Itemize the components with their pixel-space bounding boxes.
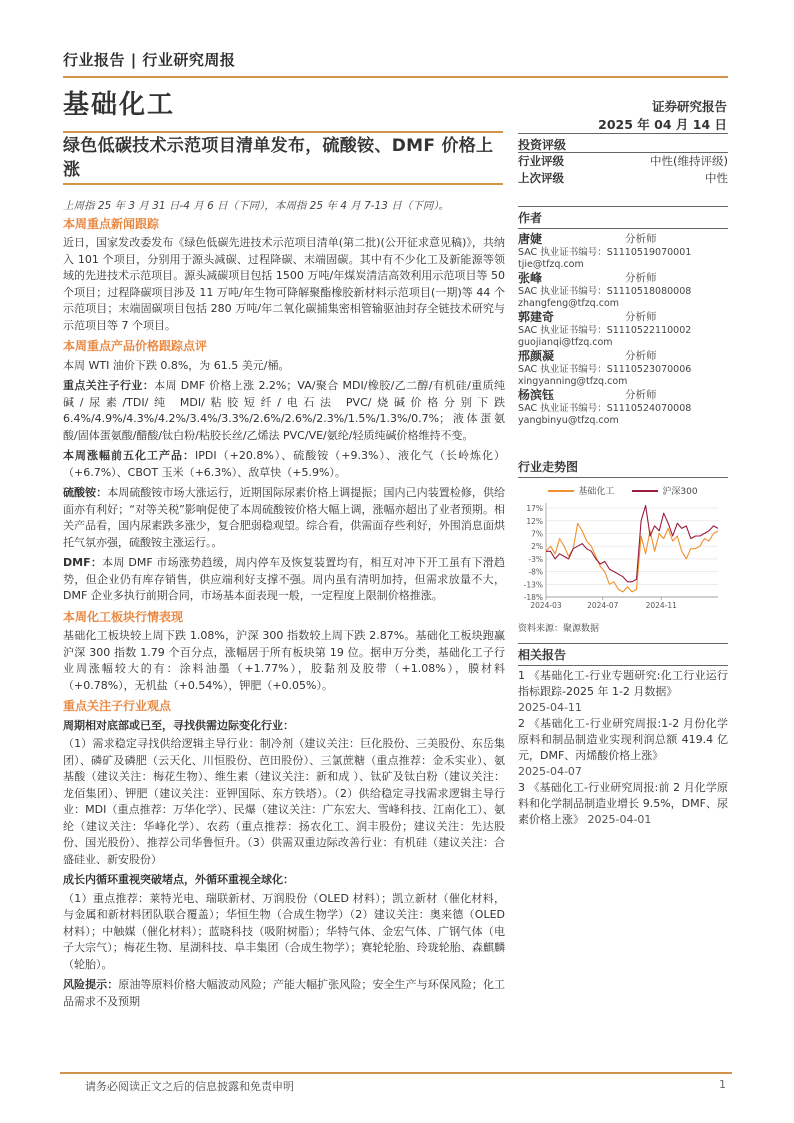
svg-text:-18%: -18% [523,593,543,602]
svg-text:2024-11: 2024-11 [645,601,677,610]
paragraph-text: 原油等原料价格大幅波动风险；产能大幅扩张风险；安全生产与环保风险；化工品需求不及预期 [63,978,506,1008]
related-report-title[interactable]: 2 《基础化工-行业研究周报:1-2 月份化学原料和制品制造业实现利润总额 419.4 亿元，DMF、丙烯酸价格上涨》 [518,717,728,762]
related-report-title[interactable]: 3 《基础化工-行业研究周报:前 2 月化学原料和化学制品制造业增长 9.5%，DMF、尿素价格上涨》 [518,781,728,826]
section-heading-prices: 本周重点产品价格跟踪点评 [63,339,208,353]
legend-swatch [548,490,574,492]
paragraph-text: 本周硫酸铵市场大涨运行，近期国际尿素价格上调提振；国内己内装置检修，供给面亦有利好；“对等关税”影响促使了本周硫酸铵价格大幅上调，涨幅亦超出了业者预期。相关产品看，国内尿素跌多涨少，复合肥弱稳观望。综合看，供需面存些利好，外围消息面烘托气氛亦强，硫酸铵主涨运行。。 [63,486,506,549]
related-report-item[interactable] [518,780,728,828]
title-divider-top [63,131,503,133]
report-type: 行业报告 | 行业研究周报 [63,51,236,69]
author-entry [518,271,728,310]
related-header: 相关报告 [518,643,728,666]
rating-label: 上次评级 [518,171,564,185]
rating-row-industry [518,153,728,170]
related-report-date: 2025-04-01 [587,813,652,826]
section-heading-market: 本周化工板块行情表现 [63,609,184,624]
paragraph-text: 本周 DMF 价格上涨 2.2%；VA/聚合 MDI/橡胶/乙二醇/有机硅/重质纯碱/尿素/TDI/纯 MDI/粘胶短纤/电石法 PVC/烧碱价格分别下跌 6.4%/4.9%/4.3%/4.2%/3.4%/3.3%/2.6%/2.6%/2.3%/1.5%/1.3%/0.7%；液体蛋氨酸/固体蛋氨酸/醋酸/钛白粉/粘胶长丝/乙烯法 PVC/VE/氨纶/轻质纯碱价格维持不变。 [63,379,505,442]
period-note: 上周指 25 年 3 月 31 日-4 月 6 日（下同），本周指 25 年 4 月 7-13 日（下同）。 [63,200,449,212]
rating-value: 中性(维持评级) [650,154,728,168]
page-number: 1 [719,1078,726,1091]
paragraph-lead: 本周涨幅前五化工产品： [63,449,196,462]
section-heading-views: 重点关注子行业观点 [63,699,172,713]
market-paragraph: 基础化工板块较上周下跌 1.08%，沪深 300 指数较上周下跌 2.87%。基础化工板块跑赢沪深 300 指数 1.79 个百分点，涨幅居于所有板块第 19 位。据申万分类，基础化工子行业周涨幅较大的有：涂料油墨（+1.77%），胶黏剂及胶带（+1.08%），膜材料（+0.78%），无机盐（+0.54%），钾肥（+0.05%）。 [63,629,505,692]
disclaimer-text: 请务必阅读正文之后的信息披露和免责申明 [85,1080,294,1093]
document-kind: 证券研究报告 [651,99,727,114]
svg-text:-8%: -8% [528,567,543,577]
author-entry [518,310,728,349]
risk-paragraph [63,977,505,1010]
author-email[interactable]: xingyanning@tfzq.com [518,376,628,387]
svg-text:-3%: -3% [528,554,543,564]
author-role: 分析师 [625,350,657,362]
related-report-date: 2025-04-07 [518,765,582,778]
author-sac: SAC 执业证书编号：S1110519070001 [518,247,692,258]
svg-text:2024-07: 2024-07 [587,601,619,610]
rating-value: 中性 [705,171,728,185]
dmf-paragraph [63,555,505,605]
trend-chart-header: 行业走势图 [518,458,728,478]
authors-header: 作者 [518,206,728,229]
rating-header: 投资评级 [518,133,728,152]
author-role: 分析师 [625,233,657,245]
report-title: 绿色低碳技术示范项目清单发布，硫酸铵、DMF 价格上涨 [63,136,494,180]
svg-text:12%: 12% [526,516,543,526]
rating-row-previous [518,170,728,187]
svg-text:7%: 7% [531,529,543,539]
paragraph-text: 本周 DMF 市场涨势趋缓，周内停车及恢复装置均有，相互对冲下开工虽有下滑趋势，但企业仍有库存销售，供应端利好支撑不强。周内虽有清明加持，但需求放量不大，DMF 企业多执行前期合同，市场基本面表现一般，一定程度上限制价格推涨。 [63,556,506,602]
paragraph-lead: 硫酸铵： [63,486,108,499]
author-name: 唐婕 [518,232,543,246]
chart-source: 资料来源：聚源数据 [518,624,600,634]
authors-panel [518,206,728,427]
subsection-title-growth: 成长内循环重视突破堵点，外循环重视全球化： [63,873,294,886]
author-email[interactable]: zhangfeng@tfzq.com [518,298,620,309]
legend-item [548,484,614,497]
rating-panel [518,133,728,187]
author-name: 邢颜凝 [518,349,555,363]
author-name: 郭建奇 [518,310,555,324]
related-reports-panel [518,643,728,828]
chart-legend [518,484,728,497]
author-email[interactable]: guojianqi@tfzq.com [518,337,613,348]
ammonium-sulfate-paragraph [63,485,505,551]
author-name: 杨滨钰 [518,388,555,402]
author-role: 分析师 [625,272,657,284]
author-sac: SAC 执业证书编号：S1110524070008 [518,403,692,414]
author-entry [518,232,728,271]
svg-text:2024-03: 2024-03 [530,601,562,610]
news-paragraph: 近日，国家发改委发布《绿色低碳先进技术示范项目清单(第二批)(公开征求意见稿)》，共纳入 101 个项目，分别用于源头减碳、过程降碳、末端固碳。其中有不少化工及新能源等领域的先进技术示范项目。源头减碳项目包括 1500 万吨/年煤炭清洁高效利用示范项目等 50 个项目；过程降碳项目涉及 11 万吨/年生物可降解聚酯橡胶新材料示范项目(一期)等 44 个示范项目；末端固碳项目包括 280 万吨/年二氧化碳捕集密相管输驱油封存全链技术研究与示范项目等 7 个项目。 [63,236,505,332]
trend-chart-panel [518,458,728,634]
footer-divider [60,1072,732,1074]
paragraph-text: IPDI（+20.8%）、硫酸铵（+9.3%）、液化气（长岭炼化）（+6.7%）、CBOT 玉米（+6.3%）、敌草快（+5.9%）。 [63,449,505,479]
report-date: 2025 年 04 月 14 日 [598,117,727,132]
related-report-item[interactable] [518,668,728,716]
growth-paragraph: （1）重点推荐：莱特光电、瑞联新材、万润股份（OLED 材料）；凯立新材（催化材料，与金属和新材料团队联合覆盖）；华恒生物（合成生物学）（2）建议关注：奥来德（OLED 材料）；中触媒（催化材料）；蓝晓科技（吸附树脂）；华特气体、金宏气体、广钢气体（电子大宗气）；梅花生物、星湖科技、阜丰集团（合成生物学）；赛轮轮胎、玲珑轮胎、森麒麟（轮胎）。 [63,891,505,971]
author-sac: SAC 执业证书编号：S1110523070006 [518,364,692,375]
paragraph-lead: 风险提示： [63,978,119,991]
legend-label: 基础化工 [578,487,615,497]
related-report-title[interactable]: 1 《基础化工-行业专题研究:化工行业运行指标跟踪-2025 年 1-2 月数据》 [518,669,728,698]
author-name: 张峰 [518,271,543,285]
title-divider-bottom [63,183,503,185]
paragraph-lead: 重点关注子行业： [63,379,155,392]
focus-subsector-paragraph [63,378,505,444]
subsection-title-cycle: 周期相对底部或已至，寻找供需边际变化行业： [63,718,294,732]
industry-title: 基础化工 [63,90,176,120]
top-divider [63,76,728,78]
author-role: 分析师 [625,389,657,401]
author-email[interactable]: tjie@tfzq.com [518,259,584,270]
author-entry [518,349,728,388]
legend-label: 沪深300 [662,487,698,497]
legend-item [632,484,697,497]
legend-swatch [632,490,658,492]
svg-text:-13%: -13% [523,580,543,590]
main-content [63,198,505,1014]
rating-label: 行业评级 [518,154,564,168]
cycle-paragraph: （1）需求稳定寻找供给逻辑主导行业：制冷剂（建议关注：巨化股份、三美股份、东岳集团）、磷矿及磷肥（云天化、川恒股份、芭田股份）、三氯蔗糖（重点推荐：金禾实业）、氨基酸（建议关注：梅花生物）、维生素（建议关注：新和成 ）、钛矿及钛白粉（建议关注：龙佰集团）、钾肥（建议关注：亚钾国际、东方铁塔）。（2）供给稳定寻找需求逻辑主导行业：MDI（重点推荐：万华化学）、民爆（建议关注：广东宏大、雪峰科技、江南化工）、氨纶（建议关注：华峰化学）、农药（重点推荐：扬农化工、润丰股份；建议关注：先达股份、国光股份）、推荐公司华鲁恒升。（3）供需双重边际改善行业：有机硅（建议关注：合盛硅业、新安股份） [63,737,505,866]
related-report-item[interactable] [518,716,728,780]
trend-line-chart [518,497,728,615]
author-entry [518,388,728,427]
author-sac: SAC 执业证书编号：S1110522110002 [518,325,692,336]
author-email[interactable]: yangbinyu@tfzq.com [518,415,619,426]
author-role: 分析师 [625,311,657,323]
wti-paragraph: 本周 WTI 油价下跌 0.8%，为 61.5 美元/桶。 [63,358,290,372]
top-five-paragraph [63,448,505,481]
related-report-date: 2025-04-11 [518,701,582,714]
paragraph-lead: DMF： [63,556,103,569]
section-heading-news: 本周重点新闻跟踪 [63,216,160,231]
author-sac: SAC 执业证书编号：S1110518080008 [518,286,692,297]
svg-text:17%: 17% [526,504,543,514]
svg-text:2%: 2% [531,542,543,552]
